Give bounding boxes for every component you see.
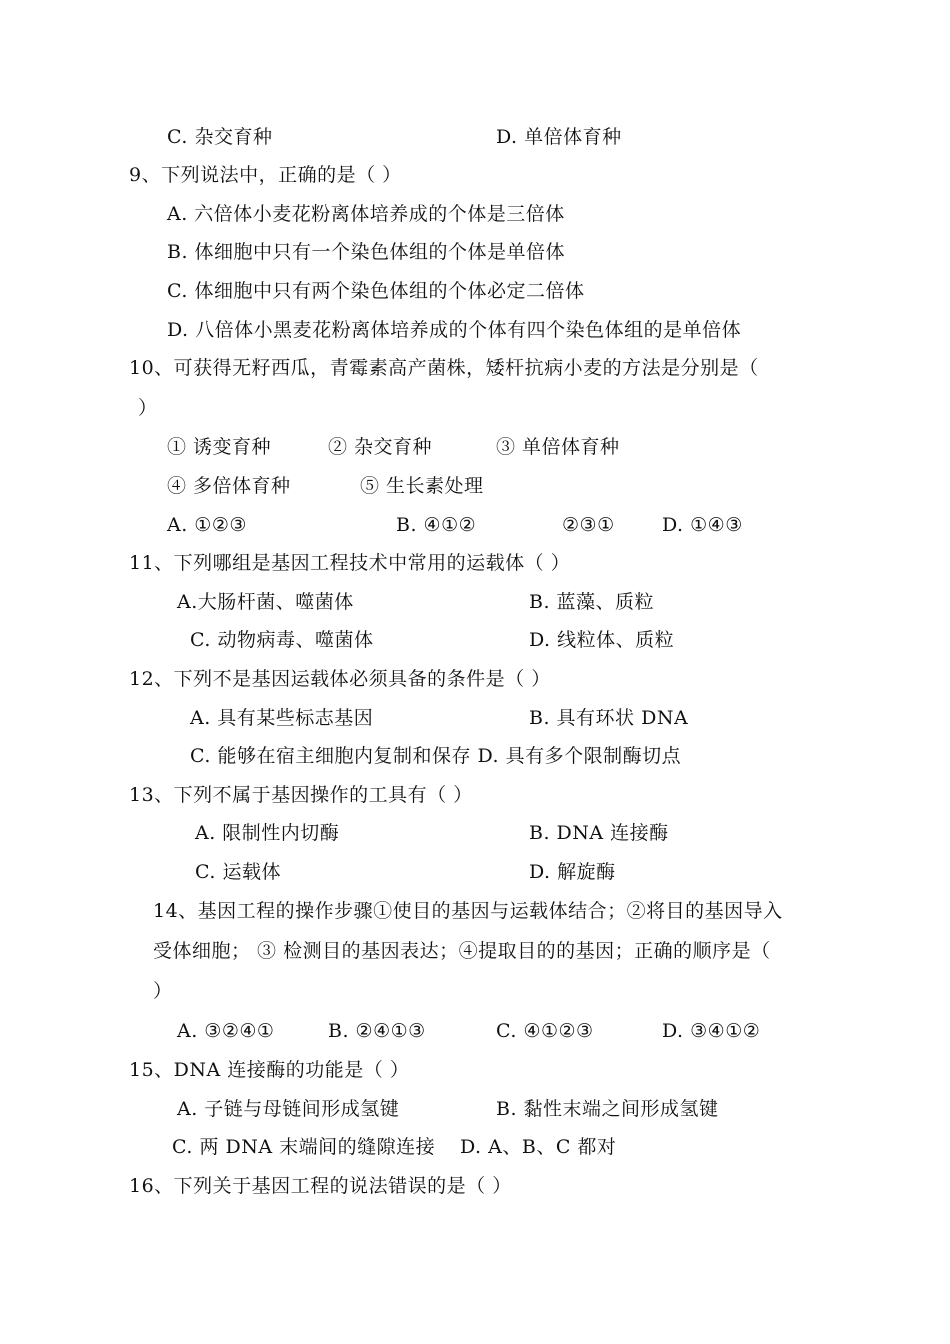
option-13b: B. DNA 连接酶	[529, 822, 669, 844]
question-14: 14、基因工程的操作步骤①使目的基因与运载体结合；②将目的基因导入	[153, 900, 783, 922]
option-15c: C. 两 DNA 末端间的缝隙连接	[172, 1136, 436, 1158]
option-13a: A. 限制性内切酶	[195, 822, 340, 844]
method-1: ① 诱变育种	[167, 436, 272, 458]
method-2: ② 杂交育种	[328, 436, 433, 458]
question-11: 11、下列哪组是基因工程技术中常用的运载体（ ）	[129, 552, 571, 574]
option-10c: ②③①	[562, 514, 615, 536]
option-10d: D. ①④③	[662, 514, 743, 536]
option-8c: C. 杂交育种	[167, 126, 273, 148]
option-11c: C. 动物病毒、噬菌体	[190, 629, 374, 651]
question-10-close: ）	[138, 397, 158, 419]
method-3: ③ 单倍体育种	[496, 436, 620, 458]
method-5: ⑤ 生长素处理	[360, 475, 484, 497]
option-14b: B. ②④①③	[328, 1020, 426, 1042]
option-14a: A. ③②④①	[177, 1020, 275, 1042]
option-14d: D. ③④①②	[662, 1020, 761, 1042]
question-16: 16、下列关于基因工程的说法错误的是（ ）	[129, 1175, 512, 1197]
option-11a: A.大肠杆菌、噬菌体	[177, 591, 354, 613]
question-14-close: ）	[153, 980, 173, 1002]
option-13c: C. 运载体	[195, 861, 281, 883]
option-9d: D. 八倍体小黑麦花粉离体培养成的个体有四个染色体组的是单倍体	[167, 319, 742, 341]
option-11d: D. 线粒体、质粒	[529, 629, 675, 651]
question-14-cont: 受体细胞； ③ 检测目的基因表达；④提取目的的基因；正确的顺序是（	[153, 940, 771, 962]
option-15a: A. 子链与母链间形成氢键	[177, 1098, 400, 1120]
question-13: 13、下列不属于基因操作的工具有（ ）	[129, 784, 473, 806]
question-15: 15、DNA 连接酶的功能是（ ）	[129, 1059, 410, 1081]
option-10a: A. ①②③	[167, 514, 247, 536]
option-10b: B. ④①②	[396, 514, 477, 536]
option-15b: B. 黏性末端之间形成氢键	[496, 1098, 719, 1120]
question-10: 10、可获得无籽西瓜，青霉素高产菌株，矮杆抗病小麦的方法是分别是（	[129, 357, 759, 379]
option-9c: C. 体细胞中只有两个染色体组的个体必定二倍体	[167, 280, 585, 302]
option-12b: B. 具有环状 DNA	[529, 707, 689, 729]
question-9: 9、下列说法中，正确的是（ ）	[129, 164, 402, 186]
option-12a: A. 具有某些标志基因	[190, 707, 374, 729]
method-4: ④ 多倍体育种	[167, 475, 291, 497]
option-12cd: C. 能够在宿主细胞内复制和保存 D. 具有多个限制酶切点	[190, 745, 682, 767]
option-9a: A. 六倍体小麦花粉离体培养成的个体是三倍体	[167, 203, 565, 225]
question-12: 12、下列不是基因运载体必须具备的条件是（ ）	[129, 668, 551, 690]
option-15d: D. A、B、C 都对	[460, 1136, 617, 1158]
option-13d: D. 解旋酶	[529, 861, 616, 883]
option-11b: B. 蓝藻、质粒	[529, 591, 655, 613]
option-8d: D. 单倍体育种	[496, 126, 622, 148]
option-9b: B. 体细胞中只有一个染色体组的个体是单倍体	[167, 241, 566, 263]
option-14c: C. ④①②③	[496, 1020, 594, 1042]
